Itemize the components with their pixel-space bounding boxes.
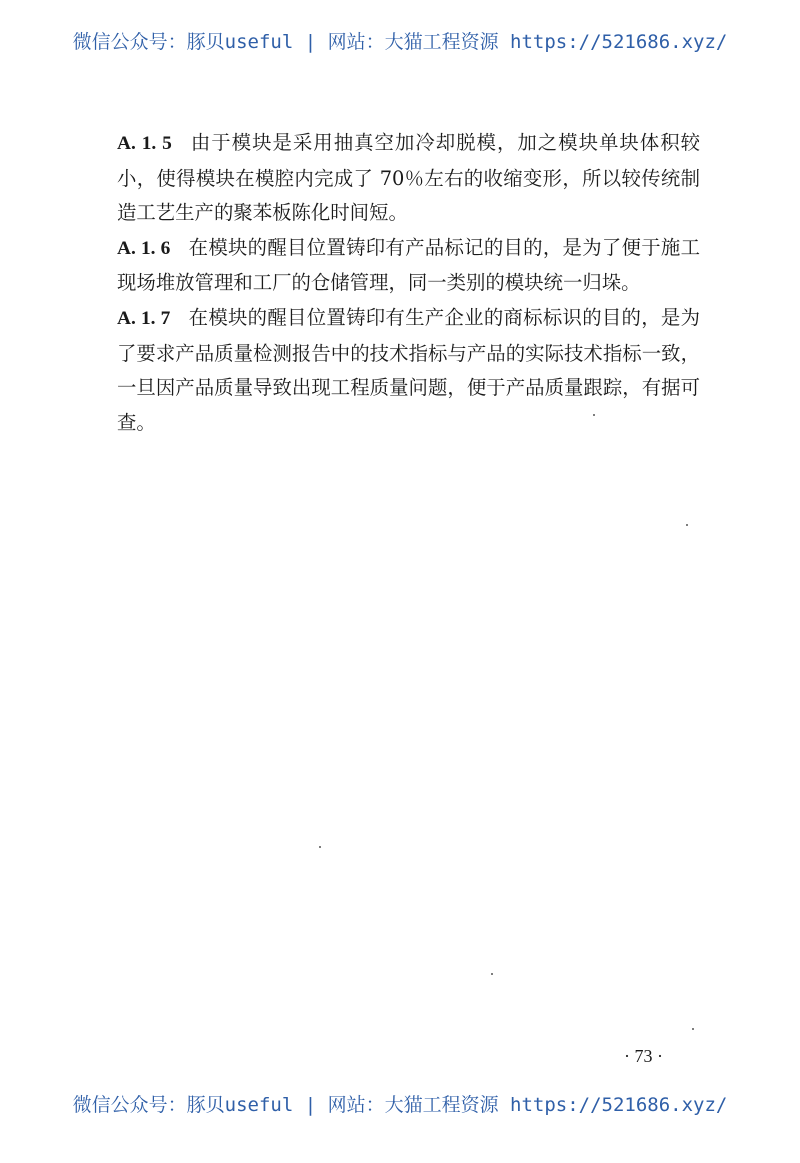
clause-text: 由于模块是采用抽真空加冷却脱模，加之模块单块体积较小，使得模块在模腔内完成了 70％左右的收缩变形，所以较传统制造工艺生产的聚苯板陈化时间短。 (117, 131, 700, 225)
scan-speck (319, 846, 321, 848)
clause-number: A. 1. 5 (117, 133, 172, 154)
scan-speck (491, 973, 493, 975)
watermark-bottom: 微信公众号：豚贝useful | 网站：大猫工程资源 https://521686.xyz/ (72, 1094, 728, 1116)
page-number: · 73 · (624, 1046, 663, 1066)
watermark-top: 微信公众号：豚贝useful | 网站：大猫工程资源 https://521686.xyz/ (72, 31, 728, 53)
clause-a-1-7 (117, 301, 700, 440)
clause-text: 在模块的醒目位置铸印有生产企业的商标标识的目的，是为了要求产品质量检测报告中的技术指标与产品的实际技术指标一致，一旦因产品质量导致出现工程质量问题，便于产品质量跟踪，有据可查。 (117, 305, 700, 434)
scan-speck (593, 414, 595, 416)
document-body (117, 126, 700, 440)
scan-speck (692, 1028, 694, 1030)
scan-speck (686, 524, 688, 526)
clause-a-1-5 (117, 126, 700, 231)
clause-text: 在模块的醒目位置铸印有产品标记的目的，是为了便于施工现场堆放管理和工厂的仓储管理，同一类别的模块统一归垛。 (117, 235, 700, 295)
clause-a-1-6 (117, 231, 700, 301)
clause-number: A. 1. 7 (117, 307, 171, 329)
clause-number: A. 1. 6 (117, 237, 171, 259)
